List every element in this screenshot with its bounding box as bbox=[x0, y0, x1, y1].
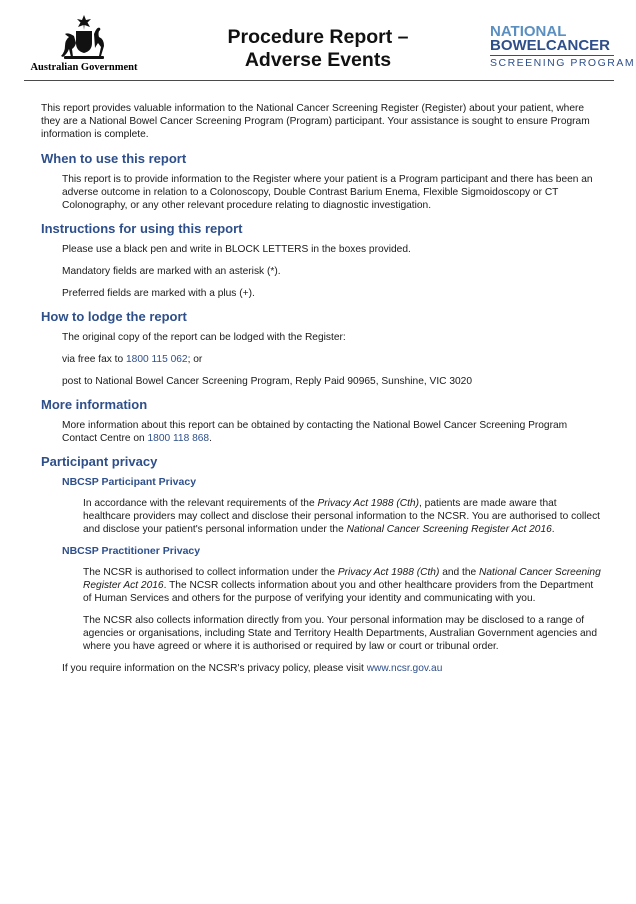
coat-of-arms-icon bbox=[54, 14, 114, 62]
lodge-fax bbox=[62, 353, 601, 366]
pr-t1: The NCSR is authorised to collect information under the bbox=[83, 567, 338, 578]
logo-line-1: NATIONAL bbox=[490, 23, 567, 40]
pr-t2: and the bbox=[439, 567, 480, 578]
ncsr-website-link[interactable]: www.ncsr.gov.au bbox=[366, 663, 443, 674]
lodge-post: post to National Bowel Cancer Screening Program, Reply Paid 90965, Sunshine, VIC 3020 bbox=[62, 376, 473, 387]
privacy-policy-text bbox=[62, 662, 601, 675]
when-heading: When to use this report bbox=[41, 151, 187, 166]
logo-line-3: SCREENING PROGRAM bbox=[490, 57, 636, 69]
pp-t3: . bbox=[551, 524, 555, 535]
lodge-text: The original copy of the report can be lodged with the Register: bbox=[62, 332, 346, 343]
participant-privacy-heading: NBCSP Participant Privacy bbox=[62, 476, 197, 488]
instruction-item: Please use a black pen and write in BLOCK LETTERS in the boxes provided. bbox=[62, 244, 411, 255]
more-info-suffix: . bbox=[209, 433, 212, 444]
when-text: This report is to provide information to the Register where your patient is a Program participant and there has been an adverse outcome in relation to a Colonoscopy, Double Contrast Barium Enema, Flexible Sigmoidoscopy or CT Colonography, or any other relevant procedure relating to diagnostic investigation. bbox=[62, 174, 593, 211]
page-title bbox=[200, 26, 436, 72]
header-divider bbox=[24, 80, 614, 81]
lodge-heading: How to lodge the report bbox=[41, 309, 187, 324]
australian-government-logo bbox=[24, 14, 144, 73]
pp-act1: Privacy Act 1988 (Cth) bbox=[317, 498, 419, 509]
more-info-body: More information about this report can be obtained by contacting the National Bowel Cancer Screening Program Contact Centre on bbox=[62, 420, 568, 444]
instruction-item: Preferred fields are marked with a plus (+). bbox=[62, 288, 255, 299]
pr-act1: Privacy Act 1988 (Cth) bbox=[337, 567, 440, 578]
participant-privacy-text bbox=[83, 497, 601, 536]
pr-t3: . The NCSR collects information about you and other healthcare providers from the Department of Human Services and others for the purpose of verifying your identity and communicating with you. bbox=[83, 580, 594, 604]
pp-act2: National Cancer Screening Register Act 2016 bbox=[346, 524, 552, 535]
document-body bbox=[41, 102, 601, 684]
more-info-heading: More information bbox=[41, 397, 148, 412]
instruction-item: Mandatory fields are marked with an asterisk (*). bbox=[62, 266, 281, 277]
title-line-2: Adverse Events bbox=[244, 49, 392, 71]
policy-prefix: If you require information on the NCSR's privacy policy, please visit bbox=[62, 663, 367, 674]
intro-paragraph: This report provides valuable information to the National Cancer Screening Register (Register) about your patient, where they are a National Bowel Cancer Screening Program (Program) participant. Your assistance is sought to ensure Program information is complete. bbox=[41, 103, 590, 140]
title-line-1: Procedure Report – bbox=[227, 26, 409, 48]
fax-prefix: via free fax to bbox=[62, 354, 126, 365]
practitioner-privacy-text bbox=[83, 566, 601, 605]
instructions-heading: Instructions for using this report bbox=[41, 221, 243, 236]
pp-t1: In accordance with the relevant requirements of the bbox=[83, 498, 318, 509]
fax-number-link[interactable]: 1800 115 062 bbox=[126, 354, 188, 365]
fax-suffix: ; or bbox=[187, 354, 203, 365]
government-label: Australian Government bbox=[30, 62, 138, 73]
practitioner-privacy-heading: NBCSP Practitioner Privacy bbox=[62, 545, 201, 557]
practitioner-privacy-text-2: The NCSR also collects information directly from you. Your personal information may be disclosed to a range of agencies or organisations, including State and Territory Health Departments, Australian Government agencies and where you have agreed or where it is authorised or required by law or court or tribunal order. bbox=[83, 615, 598, 652]
pr-act2: National Cancer Screening Register Act 2016 bbox=[83, 567, 601, 591]
pp-t2: , patients are made aware that healthcare providers may collect and disclose their personal information to the NCSR. You are authorised to collect and disclose your patient's personal information under the bbox=[83, 498, 601, 535]
contact-phone-link[interactable]: 1800 118 868 bbox=[147, 433, 210, 444]
privacy-heading: Participant privacy bbox=[41, 454, 158, 469]
more-info-text bbox=[62, 419, 601, 445]
logo-line-2: BOWELCANCER bbox=[490, 37, 610, 54]
nbcsp-logo bbox=[490, 23, 636, 69]
